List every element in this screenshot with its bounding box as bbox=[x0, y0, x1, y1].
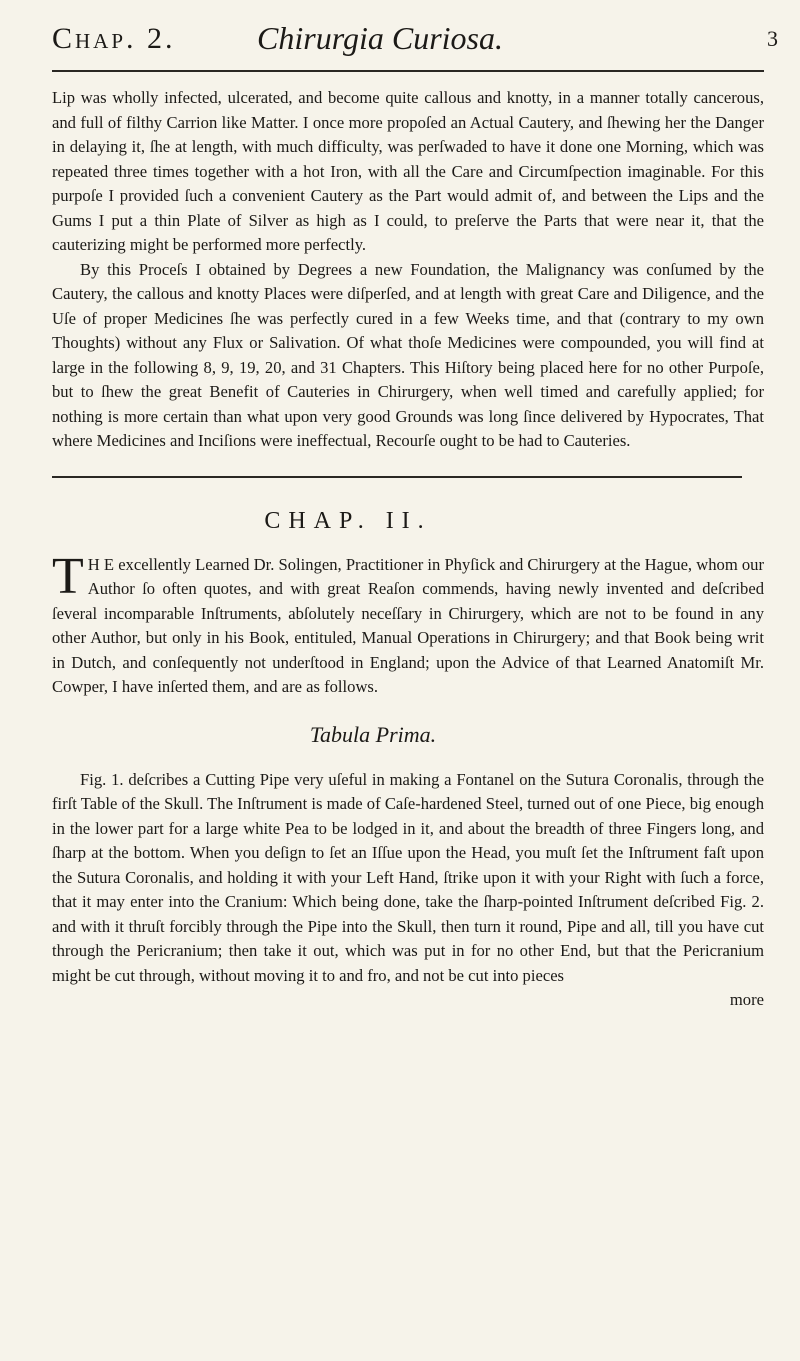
body-text-top bbox=[52, 86, 764, 454]
chapter-label: Chap. 2. bbox=[52, 22, 176, 55]
paragraph-solingen: H E excellently Learned Dr. Solingen, Practitioner in Phyſick and Chirurgery at the Hague, whom our Author ſo often quotes, and with great Reaſon commends, having newly invented and deſcribed ſeveral incomparable Inſtruments, abſolutely neceſſary in Chirurgery, which are not to be found in any other Author, but only in his Book, entituled, Manual Operations in Chirurgery; and that Book being writ in Dutch, and conſequently not underſtood in England; upon the Advice of that Learned Anatomiſt Mr. Cowper, I have inſerted them, and are as follows. bbox=[52, 554, 764, 696]
running-head bbox=[52, 12, 778, 72]
page-number: 3 bbox=[767, 26, 778, 51]
section-divider bbox=[52, 476, 742, 478]
tabula-title: Tabula Prima. bbox=[309, 721, 437, 747]
paragraph-lip-case: Lip was wholly infected, ulcerated, and become quite callous and knotty, in a manner totally cancerous, and full of filthy Carrion like Matter. I once more propoſed an Actual Cautery, and ſhewing her the Danger in delaying it, ſhe at length, with much difficulty, was perſwaded to have it done one Morning, which was repeated three times together with a hot Iron, with all the Care and Circumſpection imaginable. For this purpoſe I provided ſuch a convenient Cautery as the Part would admit of, and between the Lips and the Gums I put a thin Plate of Silver as high as I could, to preſerve the Parts that were near it, that the cauterizing might be performed more perfectly. bbox=[52, 88, 764, 254]
book-page bbox=[0, 12, 800, 1361]
book-title: Chirurgia Curiosa. bbox=[257, 20, 503, 56]
chapter-intro bbox=[52, 547, 764, 700]
catchword: more bbox=[729, 990, 764, 1009]
drop-capital: T bbox=[52, 547, 84, 605]
paragraph-fig-1: Fig. 1. deſcribes a Cutting Pipe very uſeful in making a Fontanel on the Sutura Coronalis, through the firſt Table of the Skull. The Inſtrument is made of Caſe-hardened Steel, turned out of one Piece, big enough in the lower part for a large white Pea to be lodged in it, and about the breadth of three Fingers long, and ſharp at the bottom. When you deſign to ſet an Iſſue upon the Head, you muſt ſet the Inſtrument faſt upon the Sutura Coronalis, and holding it with your Left Hand, ſtrike upon it with your Right with ſuch a force, that it may enter into the Cranium: Which being done, take the ſharp-pointed Inſtrument deſcribed Fig. 2. and with it thruſt forcibly through the Pipe into the Skull, then turn it round, Pipe and all, till you have cut through the Pericranium; then take it out, which was put in for no other End, but that the Pericranium might be cut through, without moving it to and fro, and not be cut into pieces bbox=[52, 769, 764, 985]
chapter-heading: CHAP. II. bbox=[264, 507, 432, 534]
paragraph-process: By this Proceſs I obtained by Degrees a new Foundation, the Malignancy was conſumed by the Cautery, the callous and knotty Places were diſperſed, and at length with great Care and Diligence, and the Uſe of proper Medicines ſhe was perfectly cured in a few Weeks time, and that (contrary to my own Thoughts) without any Flux or Salivation. Of what thoſe Medicines were compounded, you will find at large in the following 8, 9, 19, 20, and 31 Chapters. This Hiſtory being placed here for no other Purpoſe, but to ſhew the great Benefit of Cauteries in Chirurgery, when well timed and carefully applied; for nothing is more certain than what upon very good Grounds was long ſince delivered by Hypocrates, That where Medicines and Inciſions were ineffectual, Recourſe ought to be had to Cauteries. bbox=[52, 259, 764, 450]
figure-description bbox=[52, 768, 764, 1013]
